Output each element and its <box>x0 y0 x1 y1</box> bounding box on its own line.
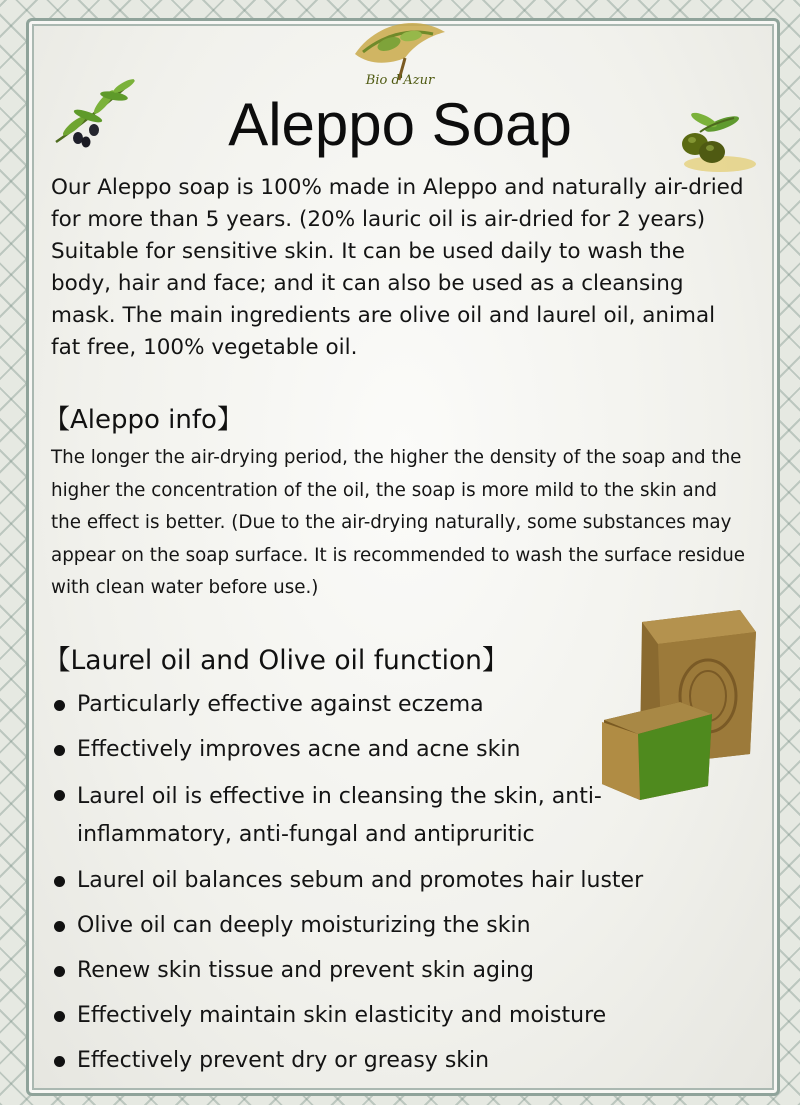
list-item: Effectively prevent dry or greasy skin <box>52 1044 752 1078</box>
logo-text: Bio d'Azur <box>365 73 435 86</box>
info-heading: 【Aleppo info】 <box>44 405 243 435</box>
list-item: Laurel oil is effective in cleansing the skin, anti-inflammatory, anti-fungal and antipruritic <box>52 778 637 854</box>
list-item: Effectively maintain skin elasticity and moisture <box>52 999 752 1033</box>
info-paragraph: The longer the air-drying period, the higher the density of the soap and the higher the concentration of the oil, the soap is more mild to the skin and the effect is better. (Due to the air-drying naturally, some substances may appear on the soap surface. It is recommended to wash the surface residue with clean water before use.) <box>51 447 746 598</box>
olive-branch-logo-icon <box>345 14 455 86</box>
intro-paragraph: Our Aleppo soap is 100% made in Aleppo and naturally air-dried for more than 5 years. (20% lauric oil is air-dried for 2 years) Suitable for sensitive skin. It can be used daily to wash the body, hair and face; and it can also be used as a cleansing mask. The main ingredients are olive oil and laurel oil, animal fat free, 100% vegetable oil. <box>51 175 744 360</box>
function-heading: 【Laurel oil and Olive oil function】 <box>44 645 509 676</box>
list-item: Renew skin tissue and prevent skin aging <box>52 954 752 988</box>
soap-bar-icon <box>600 604 760 804</box>
list-item: Effectively improves acne and acne skin <box>52 733 752 767</box>
list-item: Laurel oil balances sebum and promotes hair luster <box>52 864 752 898</box>
list-item: Particularly effective against eczema <box>52 688 752 722</box>
page-title: Aleppo Soap <box>228 91 572 158</box>
list-item: Olive oil can deeply moisturizing the skin <box>52 909 752 943</box>
